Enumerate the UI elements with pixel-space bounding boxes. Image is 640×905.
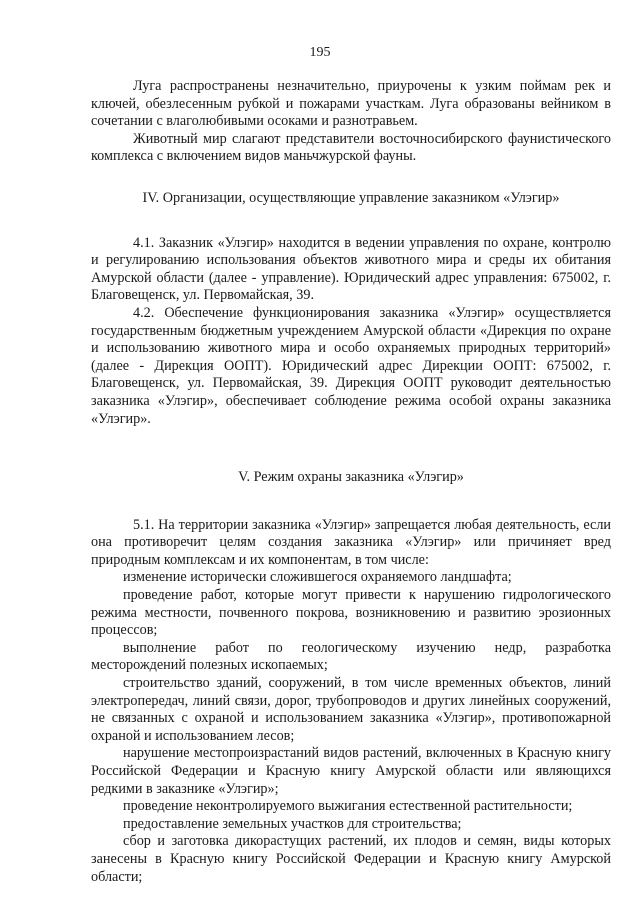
section-5-heading: V. Режим охраны заказника «Улэгир» bbox=[238, 469, 464, 486]
page-number: 195 bbox=[309, 45, 331, 60]
prohibition-item: проведение неконтролируемого выжигания естественной растительности; bbox=[123, 798, 573, 815]
prohibition-item: сбор и заготовка дикорастущих растений, их плодов и семян, виды которых занесены в Красную книгу Российской Федерации и Красную книгу Амурской области; bbox=[91, 833, 611, 885]
intro-paragraph-fauna: Животный мир слагают представители восточносибирского фаунистического комплекса с включением видов маньчжурской фауны. bbox=[91, 130, 611, 165]
prohibition-item: строительство зданий, сооружений, в том числе временных объектов, линий электропередач, линий связи, дорог, трубопроводов и других линейных сооружений, не связанных с охраной и использованием заказника «Улэгир», противопожарной охраной и использованием лесов; bbox=[91, 675, 611, 744]
prohibition-item: предоставление земельных участков для строительства; bbox=[123, 815, 462, 832]
prohibition-item: нарушение местопроизрастаний видов растений, включенных в Красную книгу Российской Федерации и Красную книгу Амурской области или являющихся редкими в заказнике «Улэгир»; bbox=[91, 745, 611, 797]
intro-paragraph-meadows: Луга распространены незначительно, приурочены к узким поймам рек и ключей, обезлесенным рубкой и пожарами участкам. Луга образованы вейником в сочетании с влаголюбивыми осоками и разнотравьем. bbox=[91, 78, 611, 130]
prohibition-item: проведение работ, которые могут привести к нарушению гидрологического режима местности, почвенного покрова, возникновению и развитию эрозионных процессов; bbox=[91, 587, 611, 639]
document-body bbox=[91, 78, 611, 886]
section-4-paragraph-4-1: 4.1. Заказник «Улэгир» находится в ведении управления по охране, контролю и регулированию использования объектов животного мира и среды их обитания Амурской области (далее - управление). Юридический адрес управления: 675002, г. Благовещенск, ул. Первомайская, 39. bbox=[91, 234, 611, 304]
section-4-heading: IV. Организации, осуществляющие управление заказником «Улэгир» bbox=[142, 189, 560, 206]
prohibition-item: выполнение работ по геологическому изучению недр, разработка месторождений полезных ископаемых; bbox=[91, 639, 611, 674]
section-5-paragraph-5-1: 5.1. На территории заказника «Улэгир» запрещается любая деятельность, если она противоречит целям создания заказника «Улэгир» или причиняет вред природным комплексам и их компонентам, в том числе: bbox=[91, 516, 611, 568]
section-4-paragraph-4-2: 4.2. Обеспечение функционирования заказника «Улэгир» осуществляется государственным бюджетным учреждением Амурской области «Дирекция по охране и использованию животного мира и особо охраняемых природных территорий» (далее - Дирекция ООПТ). Юридический адрес Дирекции ООПТ: 675002, г. Благовещенск, ул. Первомайская, 39. Дирекция ООПТ руководит деятельностью заказника «Улэгир», обеспечивает соблюдение режима особой охраны заказника «Улэгир». bbox=[91, 304, 611, 427]
prohibition-item: изменение исторически сложившегося охраняемого ландшафта; bbox=[123, 569, 512, 586]
